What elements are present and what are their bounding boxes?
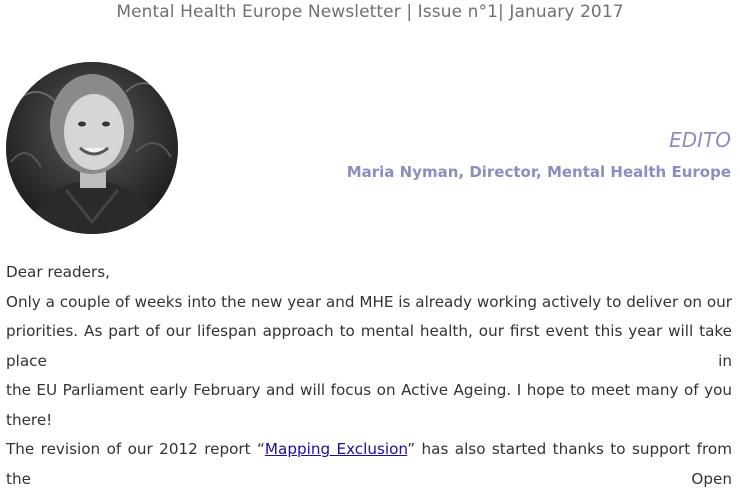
article-line: Only a couple of weeks into the new year and MHE is already working actively to deliver on our [6,292,732,311]
edito-author: Maria Nyman, Director, Mental Health Europe [346,163,731,181]
article-body [6,258,732,494]
line-prefix: The revision of our 2012 report “ [6,440,265,458]
article-greeting: Dear readers, [6,263,110,281]
article-line: priorities. As part of our lifespan approach to mental health, our first event this year will take place in [6,322,732,370]
edito-title: EDITO [669,128,731,152]
line-suffix: ” has also started thanks to support from the Open [6,440,732,488]
newsletter-header: Mental Health Europe Newsletter | Issue n°1| January 2017 [116,2,624,22]
article-line [6,435,732,494]
director-portrait [6,62,178,234]
article-line: the EU Parliament early February and will focus on Active Ageing. I hope to meet many of you there! [6,381,732,429]
mapping-exclusion-link[interactable]: Mapping Exclusion [264,440,408,458]
